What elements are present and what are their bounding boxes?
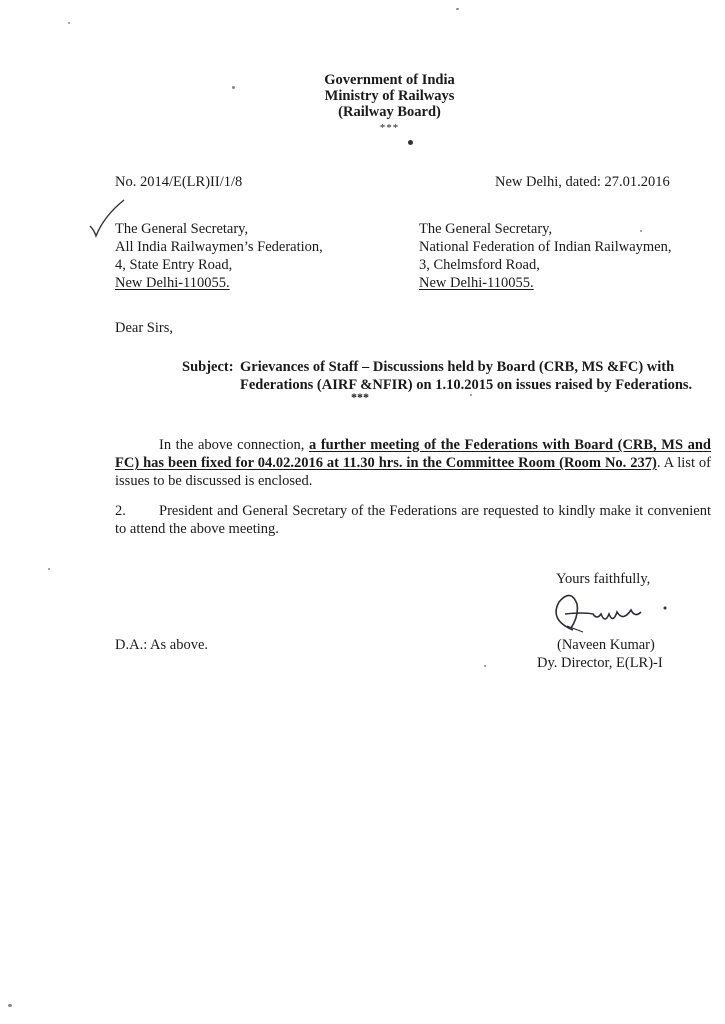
header-ministry: Ministry of Railways [324, 88, 455, 104]
addressee-right-line2: National Federation of Indian Railwaymen, [419, 239, 672, 255]
addressee-left-line4: New Delhi-110055. [115, 275, 230, 291]
addressee-airf [115, 221, 323, 293]
signature-icon [543, 590, 673, 640]
para2-number: 2. [115, 503, 126, 519]
reference-number: No. 2014/E(LR)II/1/8 [115, 174, 243, 190]
para1-start: In the above connection, [159, 437, 309, 453]
letterhead [0, 72, 725, 136]
scan-speck [640, 230, 642, 232]
seal-dot-icon [408, 140, 413, 145]
addressee-left-line1: The General Secretary, [115, 221, 249, 237]
subject-stars: *** [351, 390, 369, 404]
scan-speck [48, 568, 50, 570]
enclosure: D.A.: As above. [115, 637, 209, 653]
para1-meeting-details: a further meeting of the Federations with Board (CRB, MS and FC) has been fixed for 04.02.2016 at 11.30 hrs. in the Committee Room (Room No. 237) [115, 437, 712, 471]
signatory-designation: Dy. Director, E(LR)-I [537, 655, 663, 671]
scan-speck [484, 665, 486, 667]
subject-line2: Federations (AIRF &NFIR) on 1.10.2015 on issues raised by Federations. [240, 377, 693, 393]
place-date: New Delhi, dated: 27.01.2016 [495, 174, 670, 190]
header-stars: *** [379, 122, 400, 134]
addressee-left-line2: All India Railwaymen’s Federation, [115, 239, 323, 255]
paragraph-1 [115, 436, 711, 490]
para2-text: President and General Secretary of the Federations are requested to kindly make it convenient to attend the above meeting. [115, 503, 711, 537]
scan-speck [232, 86, 235, 89]
subject-label: Subject: [182, 359, 234, 375]
addressee-right-line3: 3, Chelmsford Road, [419, 257, 540, 273]
header-govt: Government of India [324, 72, 455, 88]
yours-faithfully: Yours faithfully, [556, 571, 651, 587]
paragraph-2 [115, 502, 711, 538]
addressee-left-line3: 4, State Entry Road, [115, 257, 233, 273]
addressee-right-line1: The General Secretary, [419, 221, 553, 237]
addressee-nfir [419, 221, 671, 293]
scan-speck [470, 394, 472, 396]
scan-speck [456, 8, 459, 10]
scan-speck [68, 22, 70, 24]
addressee-right-line4: New Delhi-110055. [419, 275, 534, 291]
para1-end: . A list of issues to be discussed is enclosed. [115, 455, 711, 489]
salutation: Dear Sirs, [115, 320, 173, 336]
subject-block [182, 358, 712, 394]
signatory-name: (Naveen Kumar) [557, 637, 655, 653]
header-board: (Railway Board) [338, 104, 441, 120]
scan-speck [8, 1004, 12, 1007]
subject-line1: Grievances of Staff – Discussions held by Board (CRB, MS &FC) with [240, 359, 675, 375]
